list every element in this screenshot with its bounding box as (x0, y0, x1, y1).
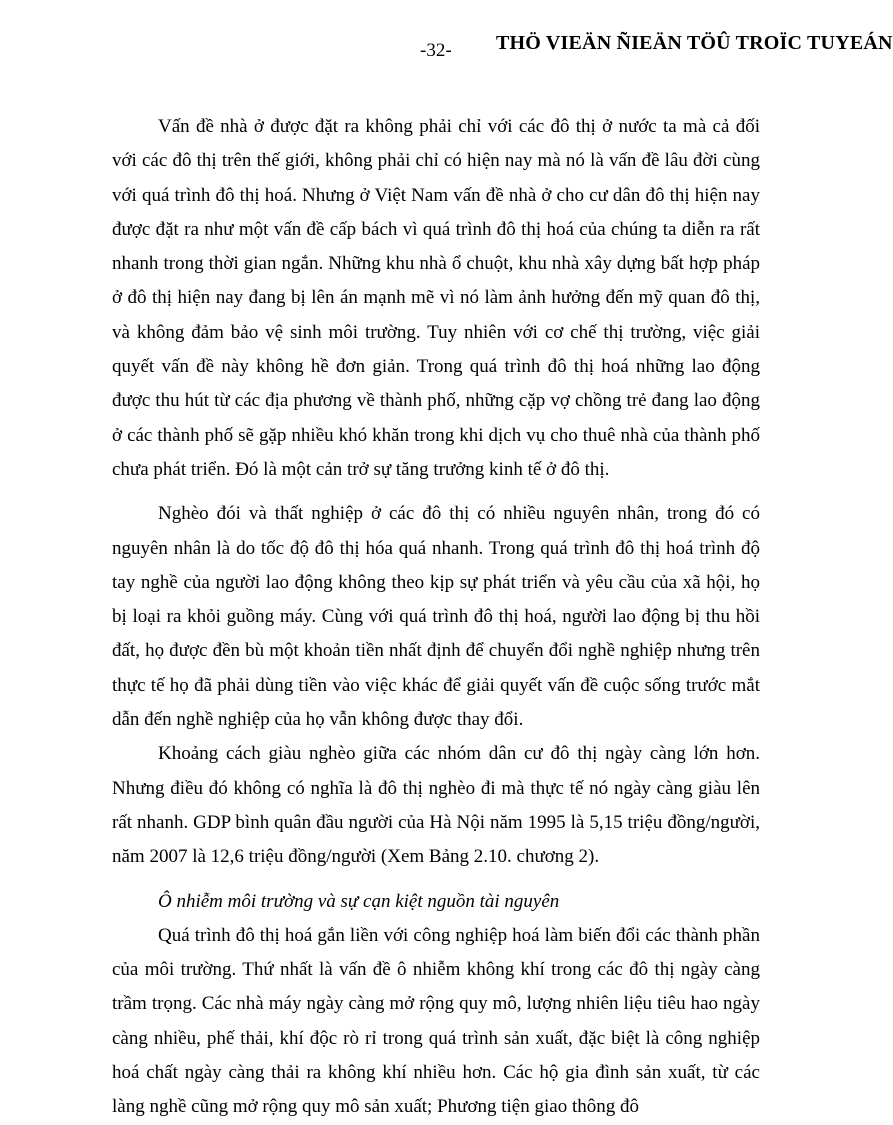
page-number: -32- (420, 40, 452, 61)
section-heading-environment: Ô nhiễm môi trường và sự cạn kiệt nguồn tài nguyên (158, 890, 560, 912)
paragraph-income-gap: Khoảng cách giàu nghèo giữa các nhóm dân cư đô thị ngày càng lớn hơn. Nhưng điều đó không có nghĩa là đô thị nghèo đi mà thực tế nó ngày càng giàu lên rất nhanh. GDP bình quân đầu người của Hà Nội năm 1995 là 5,15 triệu đồng/người, năm 2007 là 12,6 triệu đồng/người (Xem Bảng 2.10. chương 2). (112, 743, 760, 868)
paragraph-poverty: Nghèo đói và thất nghiệp ở các đô thị có nhiều nguyên nhân, trong đó có nguyên nhân là do tốc độ đô thị hóa quá nhanh. Trong quá trình đô thị hoá trình độ tay nghề của người lao động không theo kịp sự phát triển và yêu cầu của xã hội, họ bị loại ra khỏi guồng máy. Cùng với quá trình đô thị hoá, người lao động bị thu hồi đất, họ được đền bù một khoản tiền nhất định để chuyển đổi nghề nghiệp nhưng trên thực tế họ đã phải dùng tiền vào việc khác để giải quyết vấn đề cuộc sống trước mắt dẫn đến nghề nghiệp của họ vẫn không được thay đổi. (112, 503, 760, 731)
page-header (0, 26, 893, 66)
paragraph-housing: Vấn đề nhà ở được đặt ra không phải chỉ với các đô thị ở nước ta mà cả đối với các đô thị trên thế giới, không phải chỉ có hiện nay mà nó là vấn đề lâu đời cùng với quá trình đô thị hoá. Nhưng ở Việt Nam vấn đề nhà ở cho cư dân đô thị hiện nay được đặt ra như một vấn đề cấp bách vì quá trình đô thị hoá của chúng ta diễn ra rất nhanh trong thời gian ngắn. Những khu nhà ổ chuột, khu nhà xây dựng bất hợp pháp ở đô thị hiện nay đang bị lên án mạnh mẽ vì nó làm ảnh hưởng đến mỹ quan đô thị, và không đảm bảo vệ sinh môi trường. Tuy nhiên với cơ chế thị trường, việc giải quyết vấn đề này không hề đơn giản. Trong quá trình đô thị hoá những lao động được thu hút từ các địa phương về thành phố, những cặp vợ chồng trẻ đang lao động ở các thành phố sẽ gặp nhiều khó khăn trong khi dịch vụ cho thuê nhà của thành phố chưa phát triển. Đó là một cản trở sự tăng trưởng kinh tế ở đô thị. (112, 116, 760, 480)
paragraph-environment: Quá trình đô thị hoá gắn liền với công nghiệp hoá làm biến đổi các thành phần của môi trường. Thứ nhất là vấn đề ô nhiễm không khí trong các đô thị ngày càng trầm trọng. Các nhà máy ngày càng mở rộng quy mô, lượng nhiên liệu tiêu hao ngày càng nhiều, phế thải, khí độc rò rỉ trong quá trình sản xuất, đặc biệt là công nghiệp hoá chất ngày càng thải ra không khí nhiều hơn. Các hộ gia đình sản xuất, từ các làng nghề cũng mở rộng quy mô sản xuất; Phương tiện giao thông đô (112, 924, 760, 1118)
document-body (112, 110, 760, 1125)
library-name: THÖ VIEÄN ÑIEÄN TÖÛ TROÏC TUYEÁN (496, 32, 893, 54)
